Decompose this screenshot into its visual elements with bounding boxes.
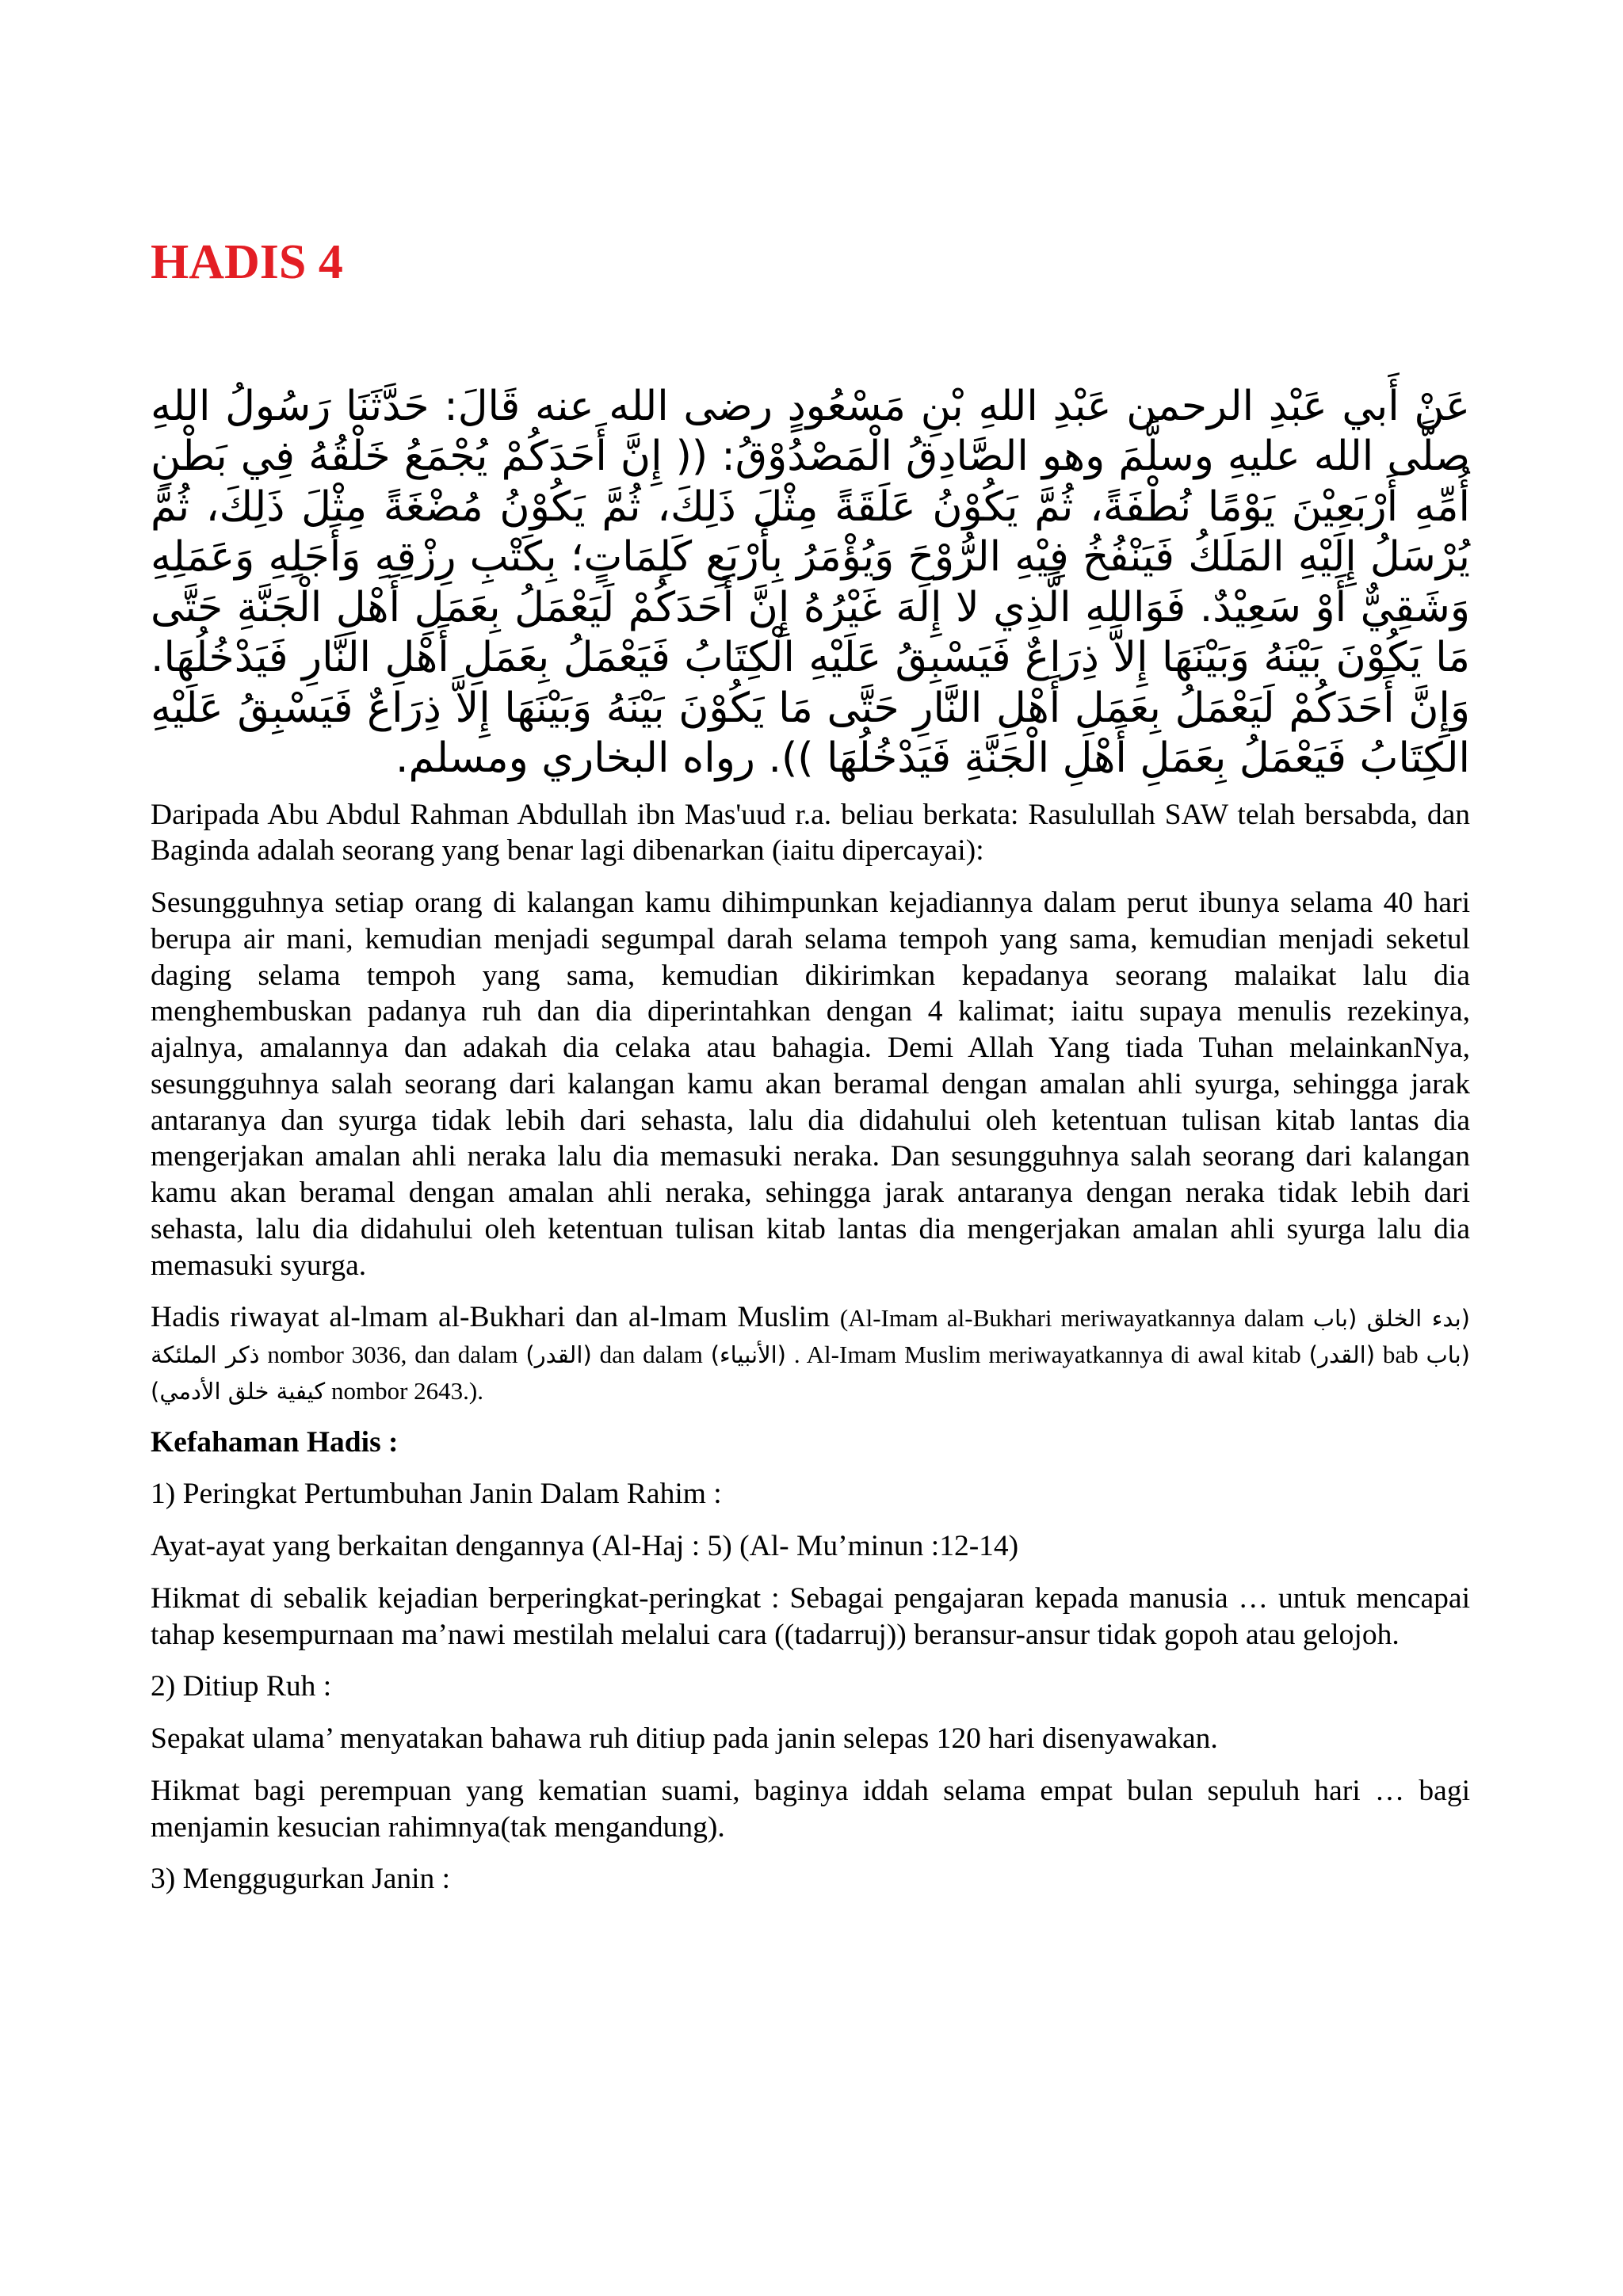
arabic-hadith-text: عَنْ أَبي عَبْدِ الرحمن عَبْدِ اللهِ بْنِ مَسْعُودٍ رضى الله عنه قَالَ: حَدَّثَنَا رَسُولُ اللهِ صلَّى الله عليهِ وسلَّمَ وهو الصَّادِقُ الْمَصْدُوْقُ: (( إِنَّ أَحَدَكُمْ يُجْمَعُ خَلْقُهُ فِي بَطْنِ أُمِّهِ أَرْبَعِيْنَ يَوْمًا نُطْفَةً، ثُمَّ يَكُوْنُ عَلَقَةً مِثْلَ ذَلِكَ، ثُمَّ يَكُوْنُ مُضْغَةً مِثْلَ ذَلِكَ، ثُمَّ يُرْسَلُ إِلَيْهِ المَلَكُ فَيَنْفُخُ فِيْهِ الرُّوْحَ وَيُؤْمَرُ بِأَرْبَعِ كَلِمَاتٍ؛ بِكَتْبِ رِزْقِهِ وَأَجَلِهِ وَعَمَلِهِ وَشَقِيٌّ أَوْ سَعِيْدٌ. فَوَاللهِ الَّذِي لا إِلَهَ غَيْرُهُ إِنَّ أَحَدَكُمْ لَيَعْمَلُ بِعَمَلِ أَهْلِ الْجَنَّةِ حَتَّى مَا يَكُوْنَ بَيْنَهُ وَبَيْنَهَا إِلاَّ ذِرَاعٌ فَيَسْبِقُ عَلَيْهِ الْكِتَابُ فَيَعْمَلُ بِعَمَلِ أَهْلِ النَّارِ فَيَدْخُلُهَا. وَإِنَّ أَحَدَكُمْ لَيَعْمَلُ بِعَمَلِ أَهْلِ النَّارِ حَتَّى مَا يَكُوْنَ بَيْنَهُ وَبَيْنَهَا إِلاَّ ذِرَاعٌ فَيَسْبِقُ عَلَيْهِ الكِتَابُ فَيَعْمَلُ بِعَمَلِ أَهْلِ الْجَنَّةِ فَيَدْخُلُهَا )). رواه البخاري ومسلم. bbox=[151, 383, 1470, 783]
point-1-title: 1) Peringkat Pertumbuhan Janin Dalam Rahim : bbox=[151, 1478, 722, 1511]
section-heading: Kefahaman Hadis : bbox=[151, 1425, 399, 1459]
reference-arabic-2: (القدر) bbox=[525, 1341, 592, 1368]
page-title: HADIS 4 bbox=[151, 235, 343, 289]
reference-text-6: nombor 2643.). bbox=[325, 1376, 483, 1405]
reference-arabic-1: (بدء الخلق (باب ذكر الملئكة bbox=[151, 1305, 1470, 1368]
reference-arabic-5: (باب كيفية خلق الأدمي) bbox=[151, 1341, 1470, 1405]
reference-text-5: bab bbox=[1375, 1341, 1426, 1368]
reference-text-4: . Al-Imam Muslim meriwayatkannya di awal kitab bbox=[786, 1341, 1309, 1368]
translation-body: Sesungguhnya setiap orang di kalangan kamu dihimpunkan kejadiannya dalam perut ibunya selama 40 hari berupa air mani, kemudian menjadi segumpal darah selama tempoh yang sama, kemudian menjadi seketul daging selama tempoh yang sama, kemudian dikirimkan kepadanya seorang malaikat lalu dia menghembuskan padanya ruh dan dia diperintahkan dengan 4 kalimat; iaitu supaya menulis rezekinya, ajalnya, amalannya dan adakah dia celaka atau bahagia. Demi Allah Yang tiada Tuhan melainkanNya, sesungguhnya salah seorang dari kalangan kamu akan beramal dengan amalan ahli syurga, sehingga jarak antaranya dan syurga tidak lebih dari sehasta, lalu dia didahului oleh ketentuan tulisan kitab lantas dia mengerjakan amalan ahli neraka lalu dia memasuki neraka. Dan sesungguhnya salah seorang dari kalangan kamu akan beramal dengan amalan ahli neraka, sehingga jarak antaranya dengan neraka tidak lebih dari sehasta, lalu dia didahului oleh ketentuan tulisan kitab lantas dia mengerjakan amalan ahli syurga lalu dia memasuki syurga. bbox=[151, 887, 1470, 1282]
reference-arabic-4: (القدر) bbox=[1308, 1341, 1376, 1368]
reference-arabic-3: (الأنبياء) bbox=[710, 1341, 786, 1368]
point-2-hikmah: Hikmat bagi perempuan yang kematian suami, baginya iddah selama empat bulan sepuluh hari … bagi menjamin kesucian rahimnya(tak mengandung). bbox=[151, 1774, 1470, 1844]
point-1-verses: Ayat-ayat yang berkaitan dengannya (Al-Haj : 5) (Al- Mu’minun :12-14) bbox=[151, 1530, 1019, 1562]
reference-text-1: (Al-Imam al-Bukhari meriwayatkannya dalam bbox=[839, 1304, 1313, 1333]
narration-lead: Hadis riwayat al-lmam al-Bukhari dan al-lmam Muslim bbox=[151, 1301, 840, 1334]
point-1-hikmah: Hikmat di sebalik kejadian berperingkat-peringkat : Sebagai pengajaran kepada manusia … untuk mencapai tahap kesempurnaan ma’nawi mestilah melalui cara ((tadarruj)) beransur-ansur tidak gopoh atau gelojoh. bbox=[151, 1581, 1470, 1651]
narration-reference bbox=[151, 1299, 1470, 1408]
reference-text-3: dan dalam bbox=[591, 1341, 711, 1368]
reference-text-2: nombor 3036, dan dalam bbox=[259, 1341, 526, 1368]
point-2-ijma: Sepakat ulama’ menyatakan bahawa ruh ditiup pada janin selepas 120 hari disenyawakan. bbox=[151, 1722, 1218, 1755]
point-2-title: 2) Ditiup Ruh : bbox=[151, 1670, 332, 1703]
document-content bbox=[151, 235, 1470, 1913]
point-3-title: 3) Menggugurkan Janin : bbox=[151, 1863, 451, 1896]
translation-intro: Daripada Abu Abdul Rahman Abdullah ibn Mas'uud r.a. beliau berkata: Rasulullah SAW telah bersabda, dan Baginda adalah seorang yang benar lagi dibenarkan (iaitu dipercayai): bbox=[151, 798, 1470, 868]
